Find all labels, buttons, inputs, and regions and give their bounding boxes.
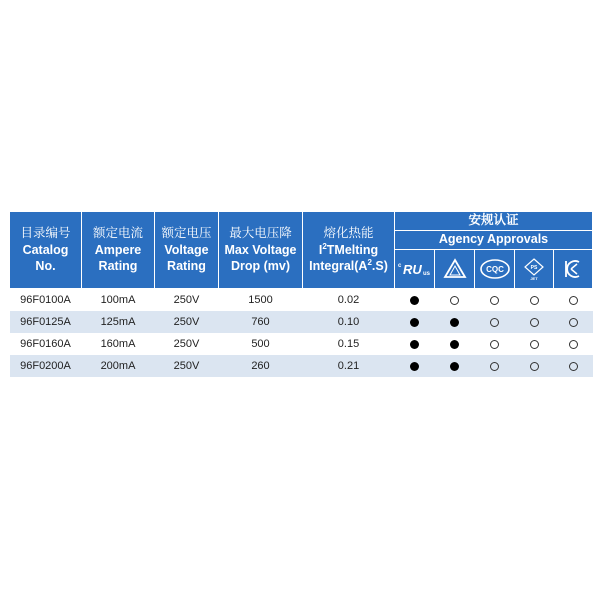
- approved-dot-icon: [410, 340, 419, 349]
- ampere-rating-cell: 125mA: [82, 311, 155, 333]
- approval-cell: [475, 333, 515, 355]
- approved-dot-icon: [410, 362, 419, 371]
- approval-cell: [554, 311, 593, 333]
- spec-table: [9, 211, 593, 377]
- not-approved-circle-icon: [569, 340, 578, 349]
- not-approved-circle-icon: [490, 296, 499, 305]
- not-approved-circle-icon: [490, 340, 499, 349]
- approved-dot-icon: [450, 362, 459, 371]
- approval-cell: [515, 355, 554, 377]
- melting-integral-cell: 0.10: [303, 311, 395, 333]
- pse-jet-icon: [515, 250, 554, 289]
- not-approved-circle-icon: [569, 318, 578, 327]
- approval-cell: [395, 289, 435, 312]
- approval-cell: [515, 289, 554, 312]
- svg-text:RU: RU: [402, 262, 422, 277]
- catalog-no-cell: 96F0125A: [10, 311, 82, 333]
- not-approved-circle-icon: [530, 296, 539, 305]
- approval-cell: [554, 355, 593, 377]
- not-approved-circle-icon: [530, 362, 539, 371]
- voltage-rating-cell: 250V: [155, 311, 219, 333]
- voltage-rating-cell: 250V: [173, 338, 200, 350]
- approval-cell: [395, 333, 435, 355]
- header-melting-integral: 熔化热能 $I^2TMelting$ $Integral(A^2.S)$: [303, 212, 395, 289]
- table-row: [10, 355, 593, 377]
- voltage-rating-cell: 250V: [155, 355, 219, 377]
- approval-cell: [395, 311, 435, 333]
- header-catalog: 目录编号 Catalog No.: [10, 212, 82, 289]
- voltage-drop-cell: 760: [219, 311, 303, 333]
- melting-integral-cell: 0.15: [337, 338, 360, 350]
- voltage-rating-cell: 250V: [173, 294, 200, 306]
- melting-integral-cell: 0.02: [337, 294, 360, 306]
- not-approved-circle-icon: [569, 362, 578, 371]
- not-approved-circle-icon: [569, 296, 578, 305]
- approval-cell: [515, 311, 554, 333]
- approved-dot-icon: [410, 296, 419, 305]
- approval-cell: [395, 355, 435, 377]
- ampere-rating-cell: 100mA: [100, 294, 136, 306]
- voltage-drop-cell: 500: [251, 338, 270, 350]
- approval-cell: [475, 311, 515, 333]
- approval-cell: [435, 333, 475, 355]
- svg-text:c: c: [397, 263, 401, 269]
- approval-cell: [515, 333, 554, 355]
- not-approved-circle-icon: [530, 318, 539, 327]
- voltage-drop-cell: 260: [219, 355, 303, 377]
- ul-recognized-icon: [395, 250, 435, 289]
- approval-cell: [475, 355, 515, 377]
- not-approved-circle-icon: [490, 362, 499, 371]
- voltage-drop-cell: 1500: [248, 294, 273, 306]
- header-voltage-rating: 额定电压 Voltage Rating: [155, 212, 219, 289]
- psu-triangle-icon: [435, 250, 475, 289]
- approval-cell: [435, 311, 475, 333]
- approved-dot-icon: [410, 318, 419, 327]
- table-row: [10, 289, 593, 312]
- approved-dot-icon: [450, 318, 459, 327]
- catalog-no-cell: 96F0200A: [10, 355, 82, 377]
- header-agency-approvals: Agency Approvals: [395, 231, 593, 250]
- spec-table-body: [10, 289, 593, 378]
- svg-text:us: us: [422, 271, 430, 277]
- table-row: [10, 333, 593, 355]
- ampere-rating-cell: 160mA: [100, 338, 136, 350]
- header-max-voltage-drop: 最大电压降 Max Voltage Drop (mv): [219, 212, 303, 289]
- not-approved-circle-icon: [490, 318, 499, 327]
- cqc-icon: [475, 250, 515, 289]
- approval-cell: [554, 333, 593, 355]
- approval-cell: [475, 289, 515, 312]
- melting-integral-cell: 0.21: [303, 355, 395, 377]
- catalog-no-cell: 96F0160A: [20, 338, 71, 350]
- header-agency-zh: 安规认证: [395, 212, 593, 231]
- header-ampere-rating: 额定电流 Ampere Rating: [82, 212, 155, 289]
- approval-cell: [554, 289, 593, 312]
- not-approved-circle-icon: [450, 296, 459, 305]
- svg-text:JET: JET: [530, 276, 538, 281]
- approved-dot-icon: [450, 340, 459, 349]
- svg-text:PS: PS: [530, 265, 538, 271]
- not-approved-circle-icon: [530, 340, 539, 349]
- kc-icon: [554, 250, 593, 289]
- ampere-rating-cell: 200mA: [82, 355, 155, 377]
- svg-text:CQC: CQC: [485, 265, 504, 274]
- catalog-no-cell: 96F0100A: [20, 294, 71, 306]
- table-row: [10, 311, 593, 333]
- approval-cell: [435, 355, 475, 377]
- approval-cell: [435, 289, 475, 312]
